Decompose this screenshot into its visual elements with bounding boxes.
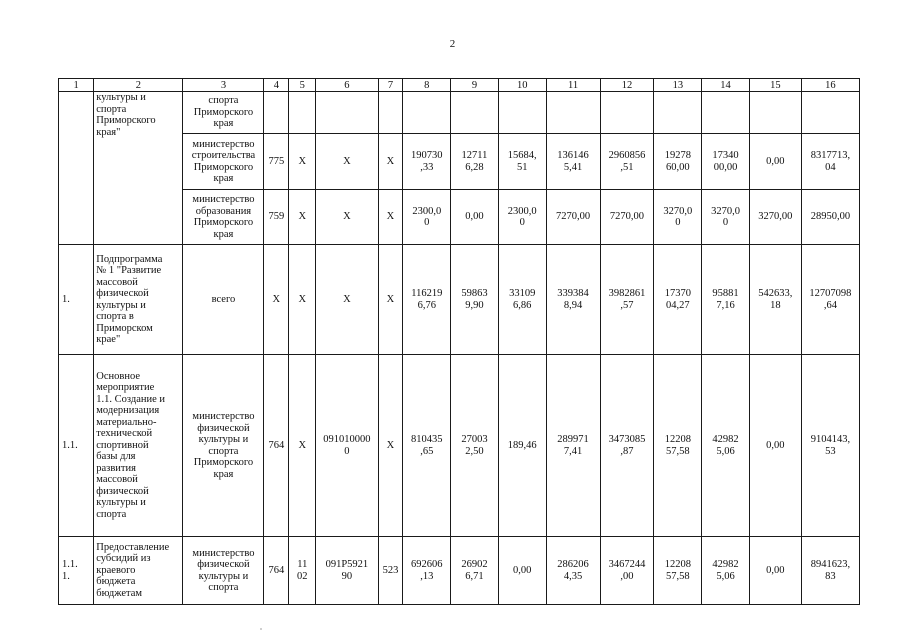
column-header: 14 [702, 79, 750, 92]
table-cell: 7270,00 [546, 190, 600, 245]
row-number-cell: 1.1. [59, 355, 94, 537]
table-cell: 3270,0 0 [702, 190, 750, 245]
table-cell: 2300,0 0 [403, 190, 451, 245]
table-cell: 9104143, 53 [801, 355, 859, 537]
table-cell [498, 92, 546, 134]
column-header: 4 [264, 79, 289, 92]
executor-cell: министерство образования Приморского края [183, 190, 264, 245]
table-cell: 3270,00 [749, 190, 801, 245]
table-cell: 15684, 51 [498, 134, 546, 190]
table-cell [316, 92, 378, 134]
table-cell [702, 92, 750, 134]
table-cell [749, 92, 801, 134]
table-cell: 542633, 18 [749, 245, 801, 355]
table-cell: 2960856 ,51 [600, 134, 654, 190]
table-cell: X [289, 190, 316, 245]
column-header: 16 [801, 79, 859, 92]
header-row [59, 79, 860, 92]
table-cell [451, 92, 499, 134]
table-cell: 11 02 [289, 537, 316, 605]
table-cell: 3473085 ,87 [600, 355, 654, 537]
table-cell: 190730 ,33 [403, 134, 451, 190]
table-cell: 42982 5,06 [702, 355, 750, 537]
page-number: 2 [449, 38, 456, 50]
table-cell: X [264, 245, 289, 355]
table-cell [600, 92, 654, 134]
table-cell: X [289, 134, 316, 190]
column-header: 15 [749, 79, 801, 92]
table-cell: 0,00 [749, 134, 801, 190]
table-cell: 2300,0 0 [498, 190, 546, 245]
program-name-cell: Предоставление субсидий из краевого бюджета бюджетам [94, 537, 183, 605]
table-cell: 12711 6,28 [451, 134, 499, 190]
column-header: 13 [654, 79, 702, 92]
table-cell: 19278 60,00 [654, 134, 702, 190]
row-number-cell: 1. [59, 245, 94, 355]
table-cell: 17340 00,00 [702, 134, 750, 190]
table-cell: X [378, 190, 403, 245]
column-header: 2 [94, 79, 183, 92]
table-cell: 7270,00 [600, 190, 654, 245]
table-cell: X [378, 134, 403, 190]
program-name-cell: Подпрограмма № 1 "Развитие массовой физической культуры и спорта в Приморском крае" [94, 245, 183, 355]
table-cell: 091P5921 90 [316, 537, 378, 605]
table-cell: 759 [264, 190, 289, 245]
table-cell: 42982 5,06 [702, 537, 750, 605]
table-cell: 95881 7,16 [702, 245, 750, 355]
column-header: 3 [183, 79, 264, 92]
table-cell: 189,46 [498, 355, 546, 537]
table-cell: 12707098 ,64 [801, 245, 859, 355]
table-cell: 27003 2,50 [451, 355, 499, 537]
table-cell [264, 92, 289, 134]
column-header: 9 [451, 79, 499, 92]
table-cell: 12208 57,58 [654, 537, 702, 605]
table-cell [654, 92, 702, 134]
table-cell: 136146 5,41 [546, 134, 600, 190]
table-cell: 59863 9,90 [451, 245, 499, 355]
table-cell [289, 92, 316, 134]
table-cell [546, 92, 600, 134]
table-row [59, 245, 860, 355]
table-cell: 810435 ,65 [403, 355, 451, 537]
column-header: 7 [378, 79, 403, 92]
table-cell: X [289, 245, 316, 355]
table-cell [801, 92, 859, 134]
table-cell: 286206 4,35 [546, 537, 600, 605]
table-cell: 091010000 0 [316, 355, 378, 537]
table-cell: 0,00 [749, 537, 801, 605]
table-cell: 0,00 [498, 537, 546, 605]
table-cell: 8941623, 83 [801, 537, 859, 605]
table-cell: 764 [264, 355, 289, 537]
row-number-cell: 1.1. 1. [59, 537, 94, 605]
table-cell: X [316, 134, 378, 190]
table-cell: 17370 04,27 [654, 245, 702, 355]
table-cell: 775 [264, 134, 289, 190]
table-cell: 0,00 [749, 355, 801, 537]
table-cell: 339384 8,94 [546, 245, 600, 355]
table-cell: 116219 6,76 [403, 245, 451, 355]
table-cell: 12208 57,58 [654, 355, 702, 537]
table-cell: 28950,00 [801, 190, 859, 245]
table-cell: 33109 6,86 [498, 245, 546, 355]
column-header: 6 [316, 79, 378, 92]
executor-cell: всего [183, 245, 264, 355]
table-cell: 692606 ,13 [403, 537, 451, 605]
column-header: 10 [498, 79, 546, 92]
table-cell: 3467244 ,00 [600, 537, 654, 605]
column-header: 8 [403, 79, 451, 92]
table-cell [378, 92, 403, 134]
table-cell: X [378, 245, 403, 355]
table-cell: 0,00 [451, 190, 499, 245]
column-header: 1 [59, 79, 94, 92]
program-name-cell: Основное мероприятие 1.1. Создание и модернизация материально- технической спортивной базы для развития массовой физической культуры и спорта [94, 355, 183, 537]
table-cell: 26902 6,71 [451, 537, 499, 605]
row-number-cell [59, 92, 94, 245]
table-cell: X [316, 190, 378, 245]
table-cell: 8317713, 04 [801, 134, 859, 190]
table-cell: X [289, 355, 316, 537]
table-row [59, 355, 860, 537]
table-cell: 289971 7,41 [546, 355, 600, 537]
column-header: 12 [600, 79, 654, 92]
budget-table [58, 78, 860, 605]
executor-cell: министерство физической культуры и спорта [183, 537, 264, 605]
table-row [59, 92, 860, 134]
table-cell: 3270,0 0 [654, 190, 702, 245]
executor-cell: спорта Приморского края [183, 92, 264, 134]
table-cell: 764 [264, 537, 289, 605]
table-cell: X [378, 355, 403, 537]
column-header: 11 [546, 79, 600, 92]
column-header: 5 [289, 79, 316, 92]
executor-cell: министерство физической культуры и спорта Приморского края [183, 355, 264, 537]
executor-cell: министерство строительства Приморского края [183, 134, 264, 190]
scan-speck [260, 628, 262, 630]
program-name-cell: культуры и спорта Приморского края" [94, 92, 183, 245]
table-cell: X [316, 245, 378, 355]
table-cell: 3982861 ,57 [600, 245, 654, 355]
table-cell [403, 92, 451, 134]
table-row [59, 537, 860, 605]
table-cell: 523 [378, 537, 403, 605]
